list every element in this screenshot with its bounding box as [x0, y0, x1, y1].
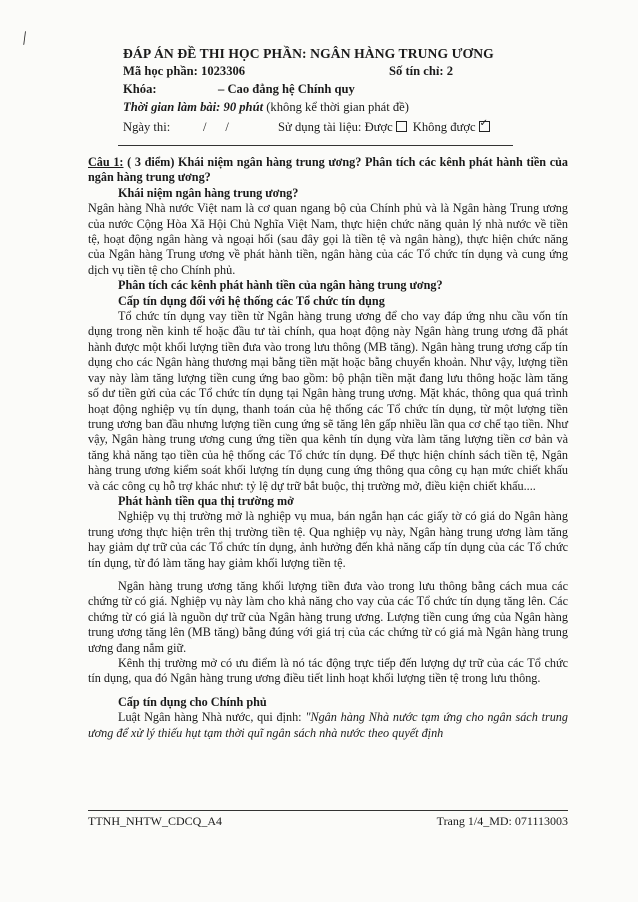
paragraph-open-market-1: Nghiệp vụ thị trường mở là nghiệp vụ mua, bán ngắn hạn các giấy tờ có giá do Ngân hàng trung ương thực hiện trên thị trường tiền tệ. Qua nghiệp vụ này, Ngân hàng trung ương làm tăng hay giảm dự trữ của các Tổ chức tín dụng, ảnh hưởng đến khả năng cấp tín dụng của các Tổ chức tín dụng, từ đó làm tăng hay giảm khối lượng tiền tệ. [88, 509, 568, 570]
time-label: Thời gian làm bài: 90 phút [123, 100, 264, 114]
not-allowed-label: Không được [412, 120, 476, 134]
question-1-text: ( 3 điểm) Khái niệm ngân hàng trung ương? Phân tích các kênh phát hành tiền của ngân hàng trung ương? [88, 155, 569, 185]
allowed-checkbox [396, 121, 407, 132]
course-value: – Cao đẳng hệ Chính quy [218, 82, 355, 96]
document-title: ĐÁP ÁN ĐỀ THI HỌC PHẦN: NGÂN HÀNG TRUNG ƯƠNG [123, 46, 494, 61]
page-footer [88, 810, 568, 829]
course-row [123, 80, 555, 98]
materials-options [278, 120, 496, 135]
paragraph-open-market-2: Ngân hàng trung ương tăng khối lượng tiền đưa vào trong lưu thông bằng cách mua các chứng từ có giá. Nghiệp vụ này làm cho khả năng cho vay của các Tổ chức tín dụng tăng lên. Các chứng từ có giá là nguồn dự trữ của Ngân hàng trung ương. Lượng tiền cung ứng của Ngân hàng trung ương tăng lên (MB tăng) bằng đúng với giá trị của các chứng từ có giá mà Ngân hàng trung ương đang nắm giữ. [88, 578, 568, 655]
question-1 [88, 155, 568, 186]
course-code: Mã học phần: 1023306 [123, 64, 246, 78]
document-header [85, 46, 555, 138]
paragraph-credit-channel: Tổ chức tín dụng vay tiền từ Ngân hàng trung ương để cho vay đáp ứng nhu cầu vốn tín dụng trong nền kinh tế hoặc đầu tư tài chính, qua hoạt động này Ngân hàng trung ương đã phát hành được một khối lượng tiền đưa vào trong lưu thông (MB tăng). Ngân hàng trung ương cấp tín dụng cho các Ngân hàng thương mại bằng tiền mặt hoặc bằng chuyển khoản. Như vậy, lượng tiền vay này làm tăng lượng tiền cung ứng bao gồm: bộ phận tiền mặt đang lưu thông hoặc làm tăng số dư tiền gửi của các Tổ chức tín dụng tại Ngân hàng trung ương. Mặt khác, thông qua quá trình hoạt động nghiệp vụ tín dụng, thanh toán của hệ thống các Tổ chức tín dụng, từ một lượng tiền trung ương ban đầu nhưng lượng tiền cung ứng sẽ tăng lên gấp nhiều lần qua cơ chế tạo tiền. Như vậy, Ngân hàng trung ương cung ứng tiền qua kênh tín dụng vừa làm tăng lượng tiền cơ bản và tăng khả năng tạo tiền của hệ thống các Tổ chức tín dụng. Để thực hiện chính sách tiền tệ, Ngân hàng trung ương kiểm soát khối lượng tín dụng cung ứng thông qua công cụ hạn mức chiết khấu và các công cụ hỗ trợ khác như: tỷ lệ dự trữ bắt buộc, thị trường mở, điều kiện chiết khấu.... [88, 309, 568, 493]
heading-credit-to-government: Cấp tín dụng cho Chính phủ [118, 694, 267, 709]
date-value: / / [203, 120, 229, 134]
materials-label: Sử dụng tài liệu: Được [278, 120, 393, 134]
heading-credit-to-institutions: Cấp tín dụng đối với hệ thống các Tổ chức tín dụng [118, 293, 385, 308]
paragraph-open-market-3: Kênh thị trường mở có ưu điểm là nó tác động trực tiếp đến lượng dự trữ của các Tổ chức tín dụng, qua đó Ngân hàng trung ương điều tiết linh hoạt khối lượng tiền tệ trong lưu thông. [88, 656, 568, 686]
time-row [123, 98, 555, 116]
law-lead: Luật Ngân hàng Nhà nước, qui định: [118, 710, 306, 725]
not-allowed-checkbox [479, 121, 490, 132]
course-label: Khóa: [123, 82, 157, 96]
heading-central-bank-concept: Khái niệm ngân hàng trung ương? [118, 185, 299, 200]
header-divider [118, 145, 513, 146]
heading-open-market: Phát hành tiền qua thị trường mở [118, 493, 294, 508]
paragraph-concept: Ngân hàng Nhà nước Việt nam là cơ quan ngang bộ của Chính phủ và là Ngân hàng Trung ương của nước Cộng Hòa Xã Hội Chủ Nghĩa Việt Nam, thực hiện chức năng quản lý nhà nước về tiền tệ, hoạt động ngân hàng và ngoại hối (sau đây gọi là tiền tệ và ngân hàng), thực hiện chức năng của Ngân hàng Trung ương về phát hành tiền, ngân hàng của các Tổ chức tín dụng và cung ứng dịch vụ tiền tệ cho Chính phủ. [88, 201, 568, 277]
course-code-row [123, 62, 555, 80]
exam-meta-row [123, 120, 555, 138]
footer-code: TTNH_NHTW_CDCQ_A4 [88, 814, 222, 828]
paragraph-government-credit [88, 710, 568, 741]
credits: Số tín chỉ: 2 [389, 64, 454, 78]
date-label: Ngày thi: [123, 120, 171, 134]
pen-mark: / [18, 27, 31, 49]
law-quote: "Ngân hàng Nhà nước tạm ứng cho ngân sách trung ương để xử lý thiếu hụt tạm thời quĩ ngân sách nhà nước theo quyết định [88, 710, 568, 740]
answer-body [88, 155, 568, 741]
question-1-label: Câu 1: [88, 155, 124, 169]
heading-issuance-channels: Phân tích các kênh phát hành tiền của ngân hàng trung ương? [118, 278, 443, 293]
time-note: (không kể thời gian phát đề) [266, 100, 409, 114]
footer-page-info: Trang 1/4_MD: 071113003 [436, 814, 568, 828]
